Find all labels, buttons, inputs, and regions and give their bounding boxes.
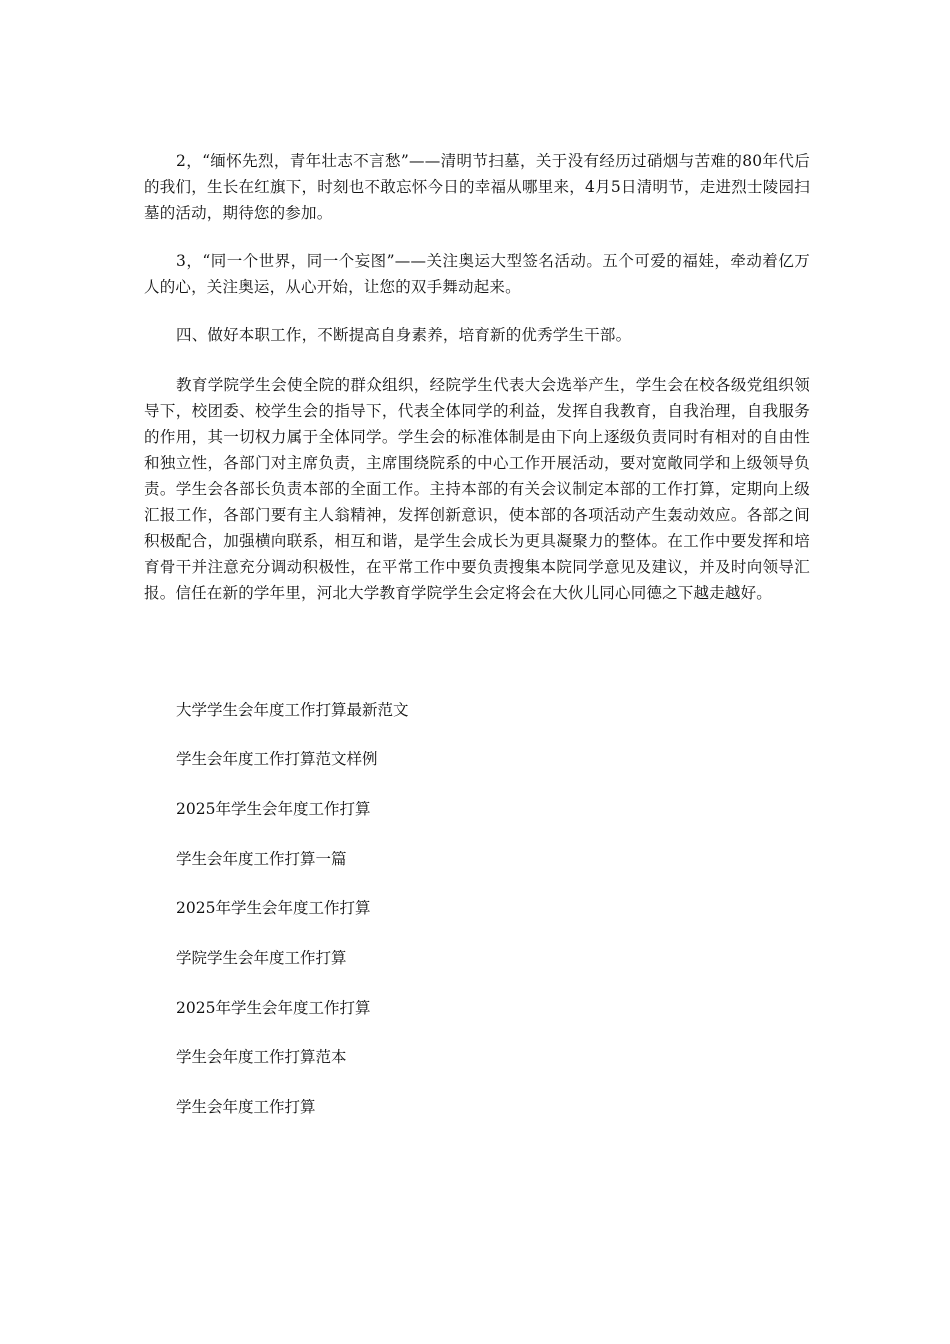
paragraph-qingming-activity: 2，“缅怀先烈，青年壮志不言愁”——清明节扫墓，关于没有经历过硝烟与苦难的80年代后的我们，生长在红旗下，时刻也不敢忘怀今日的幸福从哪里来，4月5日清明节，走进烈士陵园扫墓的活动，期待您的参加。 [144,152,810,222]
section-heading-four: 四、做好本职工作，不断提高自身素养，培育新的优秀学生干部。 [176,326,632,344]
related-article-link[interactable]: 大学学生会年度工作打算最新范文 [176,701,409,719]
related-article-link[interactable]: 2025年学生会年度工作打算 [176,800,371,818]
related-article-link[interactable]: 学生会年度工作打算范本 [176,1048,347,1066]
related-article-link[interactable]: 2025年学生会年度工作打算 [176,899,371,917]
related-article-link[interactable]: 学生会年度工作打算一篇 [176,850,347,868]
paragraph-olympic-activity: 3，“同一个世界，同一个妄图”——关注奥运大型签名活动。五个可爱的福娃，牵动着亿万人的心，关注奥运，从心开始，让您的双手舞动起来。 [144,252,810,296]
related-article-link[interactable]: 学生会年度工作打算范文样例 [176,750,378,768]
paragraph-student-union-overview: 教育学院学生会使全院的群众组织，经院学生代表大会选举产生，学生会在校各级党组织领导下，校团委、校学生会的指导下，代表全体同学的利益，发挥自我教育，自我治理，自我服务的作用，其一切权力属于全体同学。学生会的标准体制是由下向上逐级负责同时有相对的自由性和独立性，各部门对主席负责，主席围绕院系的中心工作开展活动，要对宽敞同学和上级领导负责。学生会各部长负责本部的全面工作。主持本部的有关会议制定本部的工作打算，定期向上级汇报工作，各部门要有主人翁精神，发挥创新意识，使本部的各项活动产生轰动效应。各部之间积极配合，加强横向联系，相互和谐，是学生会成长为更具凝聚力的整体。在工作中要发挥和培育骨干并注意充分调动积极性，在平常工作中要负责搜集本院同学意见及建议，并及时向领导汇报。信任在新的学年里，河北大学教育学院学生会定将会在大伙儿同心同德之下越走越好。 [144,376,810,602]
related-article-link[interactable]: 学生会年度工作打算 [176,1098,316,1116]
related-article-link[interactable]: 2025年学生会年度工作打算 [176,999,371,1017]
related-article-link[interactable]: 学院学生会年度工作打算 [176,949,347,967]
